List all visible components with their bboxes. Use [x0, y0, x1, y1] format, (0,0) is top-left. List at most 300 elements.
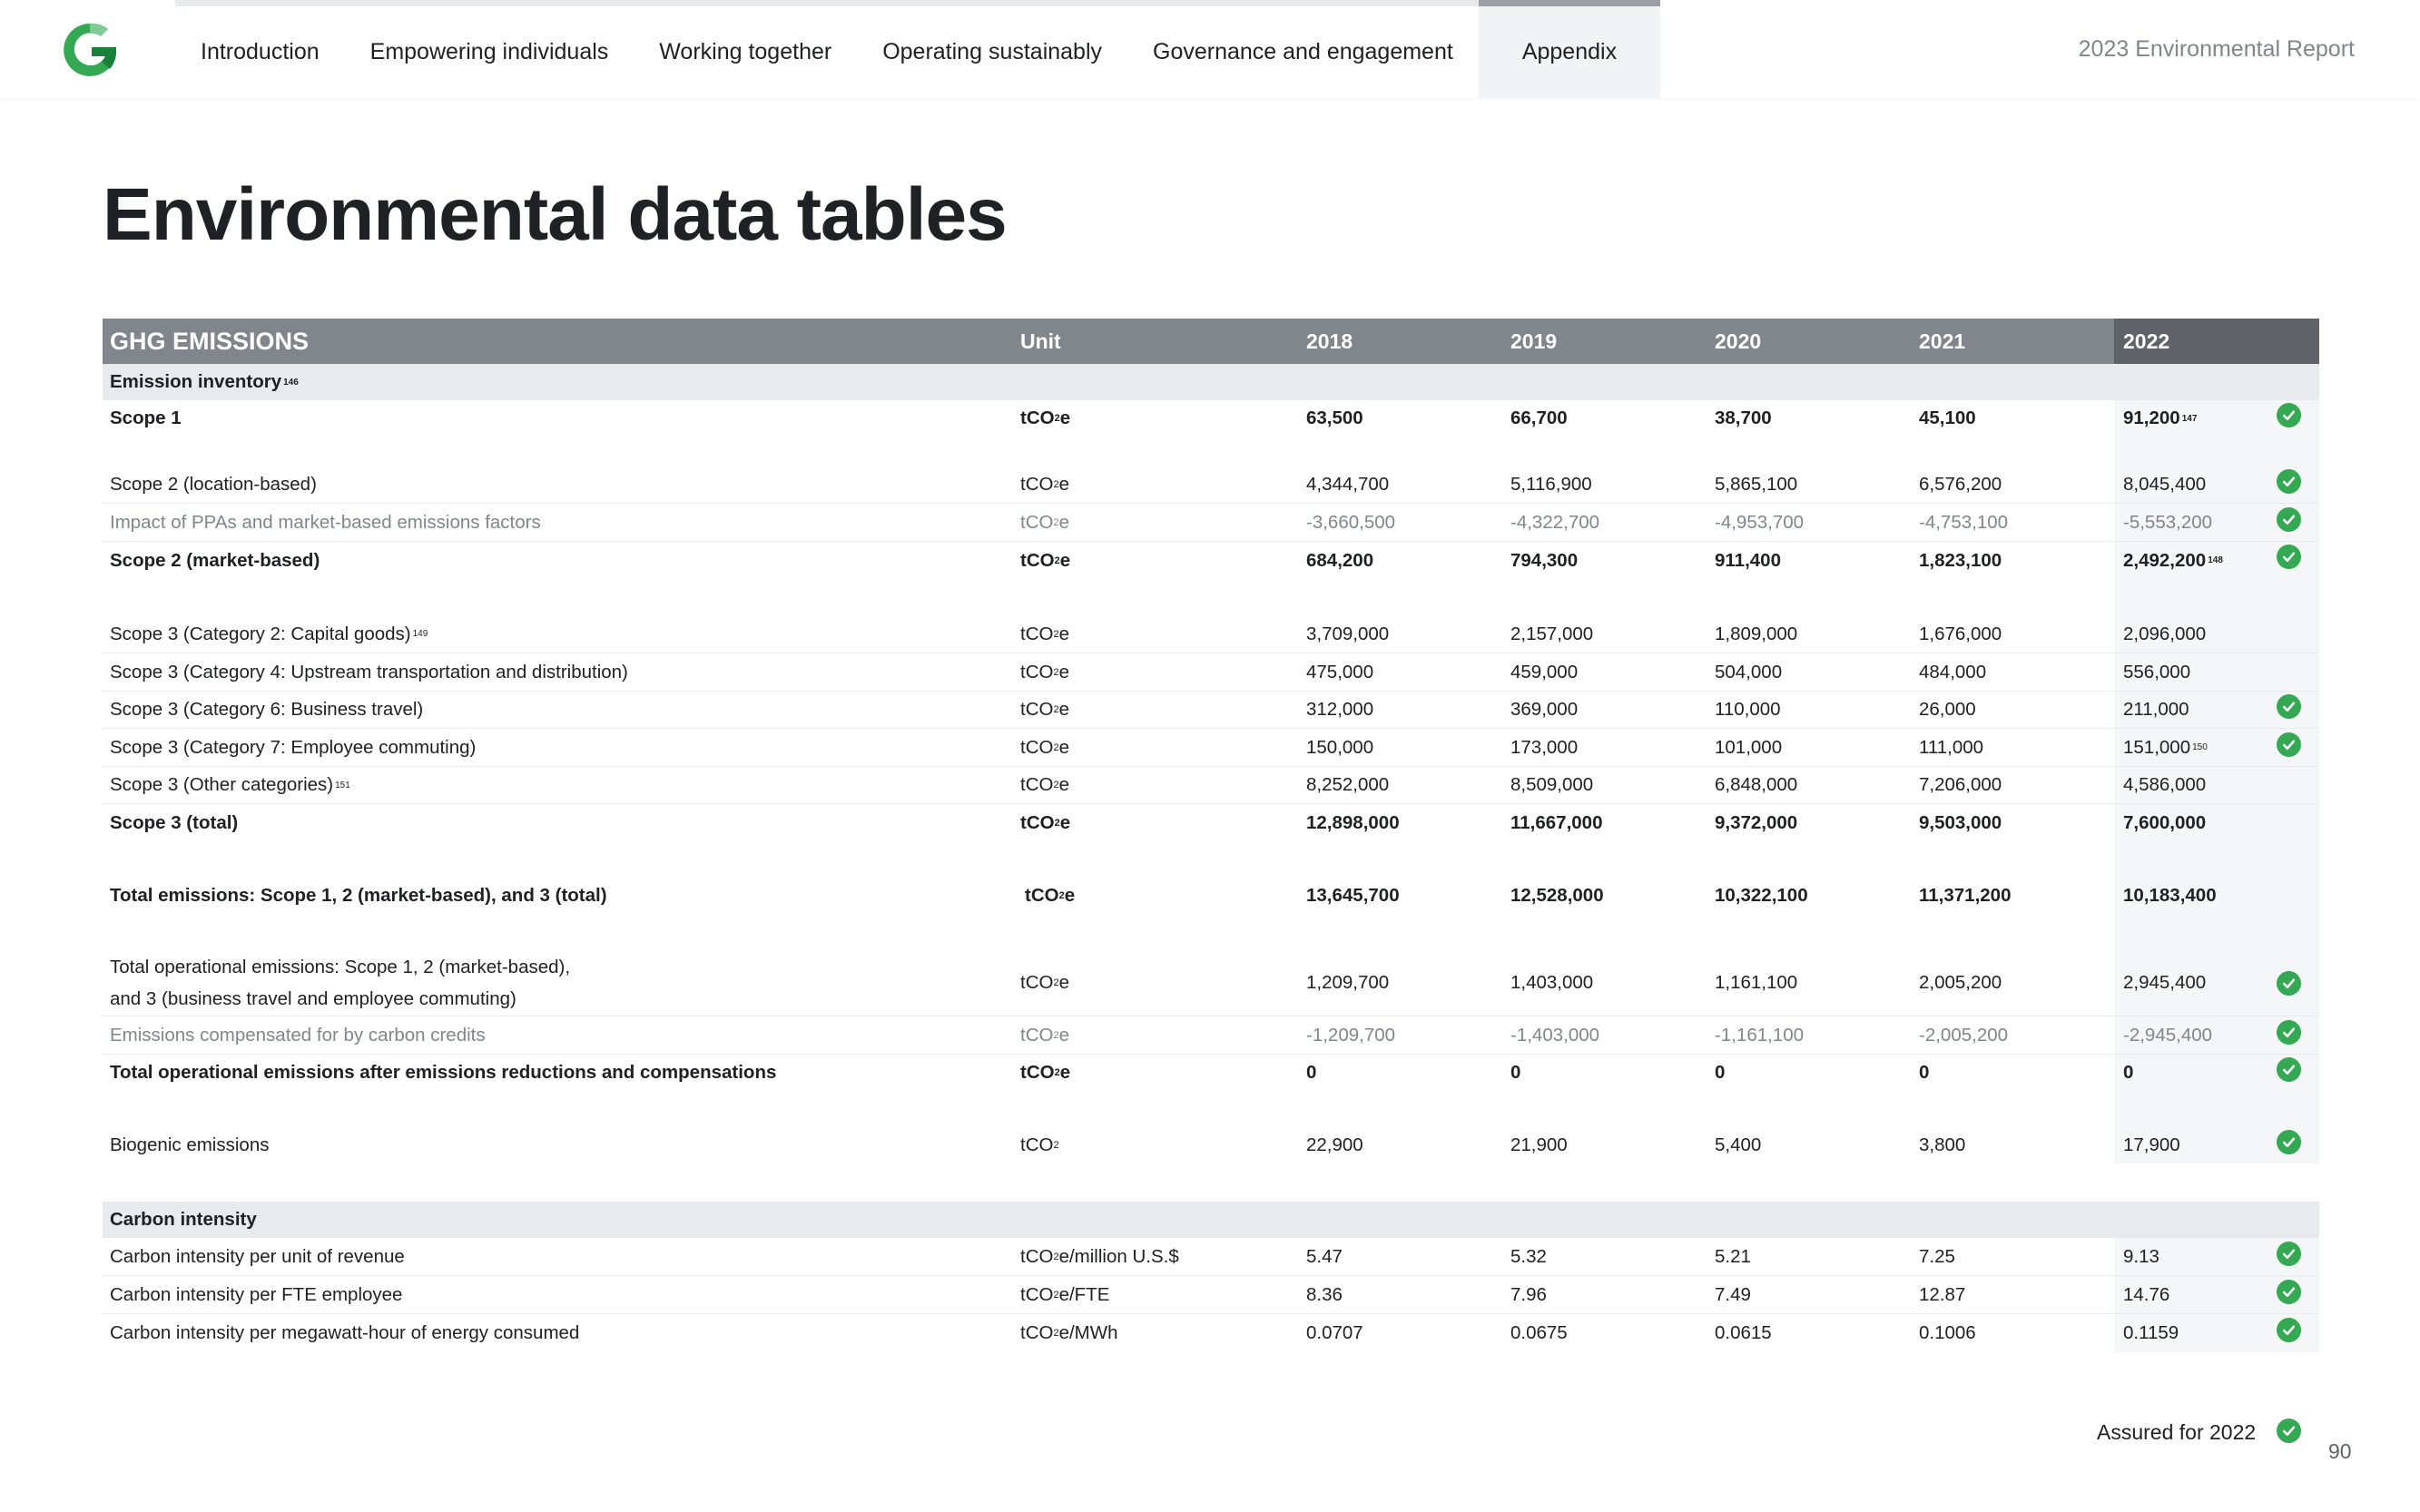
value-text: 173,000: [1510, 736, 1579, 758]
value-text: 150,000: [1306, 736, 1374, 758]
value-text: 2,945,400: [2123, 972, 2207, 993]
page-number: 90: [2328, 1439, 2352, 1463]
row-label-text: Scope 3 (Category 2: Capital goods): [110, 623, 411, 644]
unit-cell: [1020, 950, 1069, 1016]
assured-check-icon: [2277, 1318, 2301, 1342]
row-label: [110, 729, 476, 766]
unit-subscript: 2: [1053, 780, 1059, 790]
unit-text: tCO: [1020, 972, 1054, 993]
unit-subscript: 2: [1058, 890, 1065, 901]
unit-text: tCO: [1020, 511, 1054, 533]
assured-check-icon: [2277, 1020, 2301, 1045]
table-row: [103, 1276, 2319, 1314]
unit-text: tCO: [1020, 1322, 1054, 1343]
value-text: 66,700: [1510, 407, 1568, 428]
unit-cell: [1020, 504, 1069, 541]
value-cell: [1715, 767, 1797, 803]
unit-suffix: e: [1058, 511, 1069, 533]
value-cell: [1715, 542, 1781, 579]
value-cell: [2123, 1127, 2180, 1163]
value-text: 0.1006: [1919, 1322, 1976, 1343]
value-cell: [1919, 767, 2002, 803]
value-cell: [1306, 542, 1373, 579]
value-cell: [1919, 804, 2002, 841]
row-label-text: Impact of PPAs and market-based emissions factors: [110, 511, 541, 533]
table-row: [103, 767, 2319, 804]
value-text: 369,000: [1510, 699, 1579, 720]
value-text: 8,252,000: [1306, 774, 1390, 795]
value-text: 9,503,000: [1919, 811, 2002, 833]
unit-cell: [1020, 1055, 1070, 1091]
value-cell: [2123, 692, 2189, 728]
unit-suffix: e: [1059, 549, 1071, 571]
value-text: -3,660,500: [1306, 511, 1396, 533]
value-text: 2,005,200: [1919, 972, 2002, 993]
col-2022-highlight: [2114, 1091, 2319, 1127]
value-text: 14.76: [2123, 1283, 2170, 1305]
unit-text: tCO: [1020, 473, 1054, 495]
value-text: 7,600,000: [2123, 811, 2207, 833]
table-spacer: [103, 1091, 2319, 1127]
value-cell: [1306, 466, 1389, 503]
value-text: 38,700: [1715, 407, 1772, 428]
nav-tab-working-together[interactable]: Working together: [634, 0, 857, 98]
value-text: 6,576,200: [1919, 473, 2002, 495]
unit-cell: [1020, 729, 1069, 766]
unit-subscript: 2: [1053, 478, 1059, 490]
table-spacer: [103, 914, 2319, 950]
value-text: 13,645,700: [1306, 885, 1400, 906]
unit-subscript: 2: [1053, 977, 1059, 988]
value-cell: [1306, 950, 1389, 1016]
value-cell: [1306, 1276, 1343, 1313]
table-row: [103, 1238, 2319, 1276]
value-cell: [2123, 653, 2190, 691]
value-cell: [1306, 504, 1395, 541]
value-text: 7,206,000: [1919, 774, 2002, 795]
value-cell: [1715, 1314, 1772, 1352]
value-text: 4,586,000: [2123, 774, 2207, 795]
row-label: [110, 878, 607, 914]
value-cell: [1306, 804, 1400, 841]
row-label: [110, 804, 238, 841]
value-cell: [1306, 767, 1389, 803]
unit-subscript: 2: [1054, 555, 1060, 566]
row-label: [110, 1238, 405, 1275]
value-cell: [1715, 950, 1797, 1016]
value-text: 101,000: [1715, 736, 1783, 758]
assured-check-icon: [2277, 469, 2301, 494]
value-cell: [1919, 542, 2002, 579]
table-row: [103, 1016, 2319, 1055]
value-cell: [1306, 653, 1373, 691]
value-cell: [1919, 692, 1976, 728]
value-cell: [1306, 729, 1373, 766]
value-text: 504,000: [1715, 661, 1783, 682]
value-cell: [2123, 1016, 2212, 1054]
unit-text: tCO: [1020, 1283, 1054, 1305]
value-text: -1,161,100: [1715, 1024, 1805, 1046]
unit-cell: [1020, 767, 1069, 803]
value-text: -2,945,400: [2123, 1024, 2213, 1046]
value-cell: [1919, 1314, 1976, 1352]
value-cell: [1510, 504, 1599, 541]
row-label-text: Scope 3 (Other categories): [110, 774, 334, 795]
table-row: [103, 1055, 2319, 1091]
value-text: 1,676,000: [1919, 623, 2002, 644]
value-cell: [2123, 1238, 2159, 1275]
value-text: 0: [1715, 1062, 1726, 1083]
value-cell: [1510, 542, 1578, 579]
table-row: [103, 878, 2319, 914]
value-cell: [1715, 615, 1797, 653]
assured-check-icon: [2277, 545, 2301, 569]
row-label-text: Carbon intensity: [110, 1209, 257, 1230]
unit-cell: [1020, 1127, 1059, 1163]
value-text: 911,400: [1715, 549, 1781, 571]
value-cell: [1306, 1238, 1343, 1275]
footnote-ref: 151: [335, 780, 350, 790]
assured-check-icon: [2277, 507, 2301, 532]
value-cell: [1715, 729, 1782, 766]
value-text: 5.21: [1715, 1245, 1751, 1267]
value-text: 2,157,000: [1510, 623, 1594, 644]
footnote-ref: 146: [283, 377, 299, 388]
assured-check-icon: [2277, 1280, 2301, 1304]
value-text: 12,898,000: [1306, 811, 1400, 833]
row-label: [110, 542, 320, 579]
unit-subscript: 2: [1053, 1029, 1059, 1041]
nav-tab-operating-sustainably[interactable]: Operating sustainably: [857, 0, 1127, 98]
row-label: [110, 364, 299, 400]
assured-check-icon: [2277, 1419, 2301, 1443]
value-text: 8,509,000: [1510, 774, 1594, 795]
footnote-ref: 149: [412, 629, 428, 639]
value-text: 0: [2123, 1062, 2134, 1083]
row-label: [110, 1314, 579, 1352]
unit-cell: [1020, 542, 1070, 579]
value-cell: [2123, 615, 2206, 653]
unit-suffix: e/million U.S.$: [1058, 1245, 1179, 1267]
nav-tab-introduction[interactable]: Introduction: [175, 0, 345, 98]
unit-text: tCO: [1020, 1024, 1054, 1046]
value-text: 9.13: [2123, 1245, 2159, 1267]
value-text: 21,900: [1510, 1134, 1568, 1155]
table-row: [103, 615, 2319, 653]
value-cell: [1306, 1055, 1316, 1091]
value-cell: [1919, 1127, 1965, 1163]
row-label-text: Total operational emissions after emissions reductions and compensations: [110, 1062, 777, 1083]
unit-suffix: e: [1058, 972, 1069, 993]
value-cell: [1919, 729, 1983, 766]
value-text: 1,809,000: [1715, 623, 1798, 644]
table-row: [103, 466, 2319, 504]
top-navigation-bar: [0, 0, 2420, 98]
year-column-header: 2021: [1919, 329, 1966, 353]
col-2022-highlight: [2114, 1202, 2319, 1238]
row-label-text: Scope 3 (Category 6: Business travel): [110, 699, 424, 720]
value-cell: [1510, 878, 1604, 914]
value-cell: [1510, 400, 1568, 437]
value-cell: [1510, 804, 1602, 841]
table-row: [103, 653, 2319, 692]
table-section-header: [103, 364, 2319, 400]
unit-text: tCO: [1020, 549, 1055, 571]
value-text: 91,200: [2123, 407, 2180, 428]
value-cell: [1919, 950, 2002, 1016]
row-label-line: Total operational emissions: Scope 1, 2 (market-based),: [110, 957, 571, 977]
value-text: 0: [1306, 1062, 1317, 1083]
footnote-ref: 148: [2208, 555, 2223, 565]
unit-text: tCO: [1020, 699, 1054, 720]
nav-tab-empowering-individuals[interactable]: Empowering individuals: [345, 0, 635, 98]
value-text: 3,800: [1919, 1134, 1966, 1155]
col-2022-highlight: [2114, 914, 2319, 950]
unit-cell: [1025, 878, 1075, 914]
value-cell: [2123, 1055, 2133, 1091]
unit-subscript: 2: [1053, 704, 1059, 715]
value-cell: [1306, 615, 1389, 653]
value-text: 7.96: [1510, 1283, 1547, 1305]
value-cell: [1715, 466, 1797, 503]
value-cell: [1919, 466, 2002, 503]
unit-subscript: 2: [1053, 628, 1059, 640]
value-cell: [2123, 804, 2206, 841]
unit-suffix: e: [1058, 1024, 1069, 1046]
value-cell: [1919, 1276, 1965, 1313]
col-2022-highlight: [2114, 437, 2319, 466]
value-text: 484,000: [1919, 661, 1987, 682]
value-text: 556,000: [2123, 661, 2191, 682]
value-cell: [1919, 878, 2011, 914]
unit-suffix: e: [1058, 623, 1069, 644]
value-text: -2,005,200: [1919, 1024, 2009, 1046]
row-label: [110, 950, 570, 1016]
value-text: 5,400: [1715, 1134, 1762, 1155]
value-cell: [1715, 400, 1772, 437]
value-text: -1,403,000: [1510, 1024, 1600, 1046]
value-text: 110,000: [1715, 699, 1781, 720]
unit-subscript: 2: [1053, 666, 1059, 678]
table-spacer: [103, 579, 2319, 615]
value-text: 2,492,200: [2123, 549, 2207, 571]
unit-cell: [1020, 1314, 1118, 1352]
unit-subscript: 2: [1053, 741, 1059, 753]
value-text: 151,000: [2123, 736, 2191, 758]
unit-subscript: 2: [1054, 817, 1060, 829]
value-text: 459,000: [1510, 661, 1579, 682]
unit-suffix: e: [1059, 407, 1071, 428]
value-text: 22,900: [1306, 1134, 1363, 1155]
row-label: [110, 615, 428, 653]
unit-subscript: 2: [1053, 1328, 1059, 1339]
value-text: 1,161,100: [1715, 972, 1798, 993]
assured-check-icon: [2277, 1057, 2301, 1082]
unit-text: tCO: [1020, 736, 1054, 758]
value-text: 12,528,000: [1510, 885, 1604, 906]
value-text: 1,403,000: [1510, 972, 1594, 993]
value-text: 0: [1919, 1062, 1930, 1083]
row-label: [110, 1202, 257, 1238]
table-title: GHG EMISSIONS: [110, 327, 310, 355]
value-cell: [2123, 950, 2206, 1016]
value-text: 8,045,400: [2123, 473, 2207, 495]
table-header: [103, 319, 2319, 364]
value-cell: [1510, 466, 1592, 503]
value-cell: [1510, 767, 1593, 803]
row-label-text: Total emissions: Scope 1, 2 (market-based), and 3 (total): [110, 885, 607, 906]
value-text: -5,553,200: [2123, 511, 2213, 533]
value-text: 9,372,000: [1715, 811, 1798, 833]
unit-subscript: 2: [1053, 1289, 1059, 1301]
unit-column-header: Unit: [1020, 329, 1061, 353]
table-body: [103, 364, 2319, 1352]
unit-suffix: e: [1058, 774, 1069, 795]
value-text: 7.49: [1715, 1283, 1751, 1305]
value-cell: [1715, 804, 1797, 841]
value-cell: [1306, 878, 1400, 914]
google-logo-icon[interactable]: [60, 20, 120, 80]
value-cell: [1510, 1016, 1599, 1054]
value-cell: [1306, 692, 1373, 728]
unit-cell: [1020, 1276, 1109, 1313]
value-text: 7.25: [1919, 1245, 1955, 1267]
value-text: 794,300: [1510, 549, 1579, 571]
row-label-text: Scope 2 (market-based): [110, 549, 320, 571]
value-text: 3,709,000: [1306, 623, 1390, 644]
table-spacer: [103, 841, 2319, 878]
row-label: [110, 692, 423, 728]
value-text: 63,500: [1306, 407, 1363, 428]
table-row: [103, 804, 2319, 841]
value-text: 6,848,000: [1715, 774, 1798, 795]
unit-suffix: e/MWh: [1058, 1322, 1118, 1343]
unit-subscript: 2: [1054, 1067, 1060, 1078]
unit-subscript: 2: [1053, 1251, 1059, 1262]
footnote-ref: 147: [2181, 413, 2198, 424]
table-row: [103, 400, 2319, 437]
value-text: 5,116,900: [1510, 473, 1592, 495]
row-label-line: and 3 (business travel and employee commuting): [110, 988, 516, 1009]
value-cell: [1510, 653, 1578, 691]
assured-check-icon: [2277, 971, 2301, 996]
unit-suffix: e: [1058, 661, 1069, 682]
value-text: 684,200: [1306, 549, 1374, 571]
value-cell: [1510, 1055, 1520, 1091]
row-label-text: Carbon intensity per FTE employee: [110, 1283, 403, 1305]
page-title: Environmental data tables: [103, 173, 1007, 256]
unit-suffix: e: [1064, 885, 1076, 906]
unit-cell: [1020, 653, 1069, 691]
value-cell: [1919, 400, 1976, 437]
row-label: [110, 466, 317, 503]
value-cell: [1510, 950, 1593, 1016]
value-cell: [1715, 692, 1781, 728]
table-row: [103, 692, 2319, 729]
value-text: 8.36: [1306, 1283, 1343, 1305]
value-cell: [1715, 1055, 1725, 1091]
unit-suffix: e: [1059, 811, 1071, 833]
table-spacer: [103, 437, 2319, 466]
year-column-header: 2022: [2123, 329, 2170, 353]
year-column-header: 2020: [1715, 329, 1762, 353]
value-cell: [2123, 1276, 2169, 1313]
value-text: 12.87: [1919, 1283, 1966, 1305]
unit-suffix: e: [1059, 1062, 1071, 1083]
value-cell: [1510, 1238, 1547, 1275]
value-cell: [2123, 878, 2217, 914]
col-2022-highlight: [2114, 579, 2319, 615]
value-text: 1,209,700: [1306, 972, 1390, 993]
unit-suffix: e: [1058, 699, 1069, 720]
value-text: 5.47: [1306, 1245, 1343, 1267]
unit-text: tCO: [1020, 1062, 1055, 1083]
row-label: [110, 504, 541, 541]
unit-text: tCO: [1020, 774, 1054, 795]
col-2022-highlight: [2114, 364, 2319, 400]
unit-subscript: 2: [1053, 516, 1059, 528]
table-section-header: [103, 1202, 2319, 1238]
table-row: [103, 1127, 2319, 1163]
unit-suffix: e/FTE: [1058, 1283, 1110, 1305]
unit-text: tCO: [1020, 811, 1055, 833]
row-label-text: Emission inventory: [110, 371, 282, 392]
nav-tab-governance-and-engagement[interactable]: Governance and engagement: [1127, 0, 1479, 98]
value-text: 45,100: [1919, 407, 1976, 428]
value-cell: [1715, 1127, 1761, 1163]
unit-cell: [1020, 692, 1069, 728]
value-text: 0.1159: [2123, 1322, 2179, 1343]
unit-subscript: 2: [1053, 1140, 1059, 1151]
row-label: [110, 400, 182, 437]
value-cell: [1715, 1016, 1804, 1054]
nav-tab-appendix[interactable]: Appendix: [1479, 0, 1660, 98]
value-cell: [1715, 878, 1808, 914]
unit-text: tCO: [1020, 623, 1054, 644]
value-cell: [1919, 1055, 1929, 1091]
value-cell: [2123, 1314, 2179, 1352]
ghg-emissions-table: [103, 319, 2319, 1352]
value-cell: [1510, 1276, 1547, 1313]
table-row: [103, 504, 2319, 542]
value-cell: [1306, 1314, 1363, 1352]
row-label-text: Scope 2 (location-based): [110, 473, 317, 495]
value-text: 10,183,400: [2123, 885, 2217, 906]
value-text: 17,900: [2123, 1134, 2180, 1155]
unit-cell: [1020, 804, 1070, 841]
value-cell: [1715, 1238, 1751, 1275]
unit-suffix: e: [1058, 473, 1069, 495]
value-text: 4,344,700: [1306, 473, 1390, 495]
table-gap: [103, 1163, 2319, 1202]
assured-check-icon: [2277, 403, 2301, 427]
unit-text: tCO: [1020, 1245, 1054, 1267]
assured-check-icon: [2277, 732, 2301, 757]
value-text: 5,865,100: [1715, 473, 1798, 495]
year-column-header: 2018: [1306, 329, 1353, 353]
table-row: [103, 729, 2319, 767]
value-text: 0.0707: [1306, 1322, 1363, 1343]
row-label-text: Emissions compensated for by carbon credits: [110, 1024, 486, 1046]
unit-text: tCO: [1020, 1134, 1054, 1155]
row-label: [110, 1055, 776, 1091]
value-text: 475,000: [1306, 661, 1374, 682]
value-cell: [1919, 504, 2008, 541]
row-label: [110, 1127, 269, 1163]
value-cell: [1510, 729, 1578, 766]
row-label-text: Scope 3 (Category 4: Upstream transportation and distribution): [110, 661, 628, 682]
value-text: 312,000: [1306, 699, 1374, 720]
